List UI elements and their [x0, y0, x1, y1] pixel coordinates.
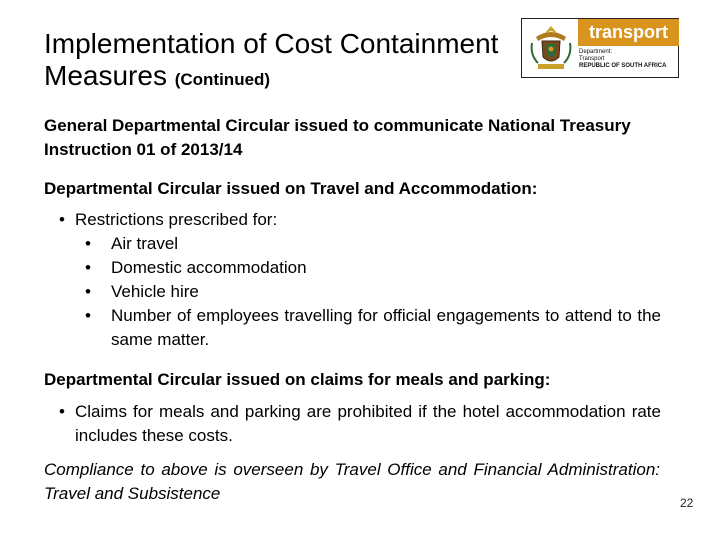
logo-brand-text: transport — [588, 22, 668, 42]
list-item — [59, 304, 661, 352]
list-item — [59, 208, 661, 232]
slide-title — [44, 28, 514, 96]
list-item — [59, 256, 661, 280]
list-item — [59, 232, 661, 256]
bullet-icon: • — [85, 258, 91, 277]
coat-of-arms-icon — [526, 23, 576, 73]
logo-department-text — [579, 49, 679, 70]
logo-dept-line1: Department: — [579, 49, 613, 55]
travel-heading: Departmental Circular issued on Travel and Accommodation: — [44, 179, 538, 198]
intro-paragraph: General Departmental Circular issued to communicate National Treasury Instruction 01 of 2013/14 — [44, 116, 631, 159]
travel-list — [59, 208, 661, 352]
meals-heading: Departmental Circular issued on claims for meals and parking: — [44, 370, 551, 389]
bullet-icon: • — [59, 402, 65, 421]
slide-title-main: Implementation of Cost Containment Measures — [44, 28, 499, 91]
list-item — [59, 400, 661, 448]
bullet-icon: • — [85, 282, 91, 301]
page-number: 22 — [680, 496, 694, 510]
logo-dept-line2: Transport — [579, 56, 605, 62]
travel-bullet-text: Restrictions prescribed for: — [75, 210, 278, 229]
meals-bullet-text: Claims for meals and parking are prohibited if the hotel accommodation rate includes these costs. — [75, 402, 661, 445]
meals-list — [59, 400, 661, 448]
compliance-note: Compliance to above is overseen by Travel Office and Financial Administration: Travel and Subsistence — [44, 460, 660, 503]
department-logo — [521, 18, 679, 78]
slide-title-suffix: (Continued) — [174, 70, 271, 89]
bullet-icon: • — [85, 306, 91, 325]
list-item — [59, 280, 661, 304]
travel-item-text: Vehicle hire — [111, 282, 199, 301]
bullet-icon: • — [59, 210, 65, 229]
logo-country: REPUBLIC OF SOUTH AFRICA — [579, 63, 667, 69]
travel-item-text: Number of employees travelling for official engagements to attend to the same matter. — [111, 306, 661, 349]
travel-item-text: Domestic accommodation — [111, 258, 307, 277]
travel-item-text: Air travel — [111, 234, 179, 253]
bullet-icon: • — [85, 234, 91, 253]
